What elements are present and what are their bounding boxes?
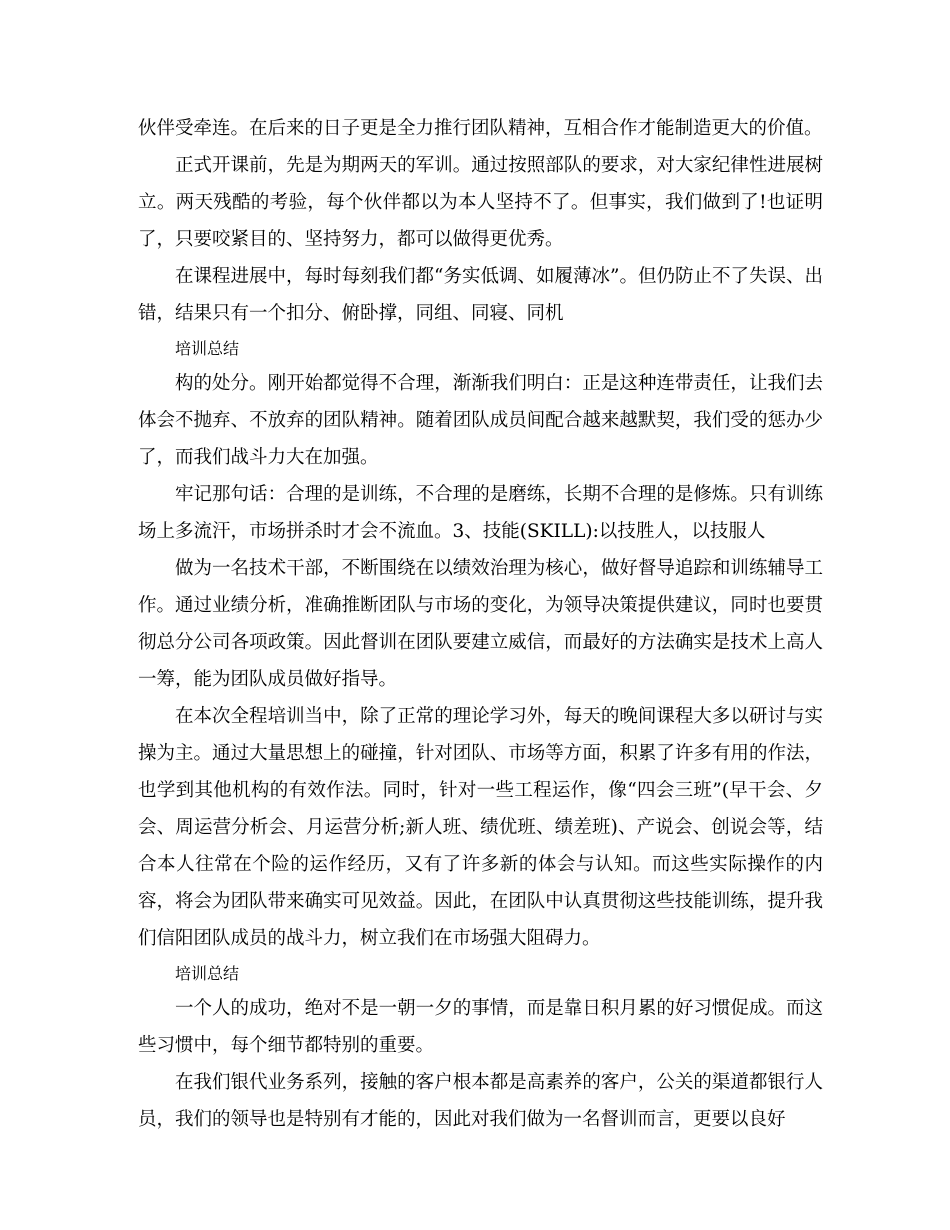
paragraph: 牢记那句话：合理的是训练，不合理的是磨练，长期不合理的是修炼。只有训练场上多流汗，市场拼杀时才会不流血。3、技能(SKILL):以技胜人，以技服人 <box>138 484 823 542</box>
paragraph: 在课程进展中，每时每刻我们都“务实低调、如履薄冰”。但仍防止不了失误、出错，结果只有一个扣分、俯卧撑，同组、同寝、同机 <box>138 266 823 324</box>
paragraph: 在我们银代业务系列，接触的客户根本都是高素养的客户，公关的渠道都银行人员，我们的领导也是特别有才能的，因此对我们做为一名督训而言，更要以良好 <box>138 1072 823 1130</box>
paragraph: 做为一名技术干部，不断围绕在以绩效治理为核心，做好督导追踪和训练辅导工作。通过业绩分析，准确推断团队与市场的变化，为领导决策提供建议，同时也要贯彻总分公司各项政策。因此督训在团队要建立威信，而最好的方法确实是技术上高人一筹，能为团队成员做好指导。 <box>138 558 823 690</box>
paragraph: 在本次全程培训当中，除了正常的理论学习外，每天的晚间课程大多以研讨与实操为主。通过大量思想上的碰撞，针对团队、市场等方面，积累了许多有用的作法，也学到其他机构的有效作法。同时，针对一些工程运作，像“四会三班”(早干会、夕会、周运营分析会、月运营分析;新人班、绩优班、绩差班)、产说会、创说会等，结合本人往常在个险的运作经历，又有了许多新的体会与认知。而这些实际操作的内容，将会为团队带来确实可见效益。因此，在团队中认真贯彻这些技能训练，提升我们信阳团队成员的战斗力，树立我们在市场强大阻碍力。 <box>138 706 823 949</box>
paragraph: 正式开课前，先是为期两天的军训。通过按照部队的要求，对大家纪律性进展树立。两天残酷的考验，每个伙伴都以为本人坚持不了。但事实，我们做到了!也证明了，只要咬紧目的、坚持努力，都可以做得更优秀。 <box>138 155 823 250</box>
paragraph: 构的处分。刚开始都觉得不合理，渐渐我们明白：正是这种连带责任，让我们去体会不抛弃、不放弃的团队精神。随着团队成员间配合越来越默契，我们受的惩办少了，而我们战斗力大在加强。 <box>138 373 823 468</box>
paragraph: 一个人的成功，绝对不是一朝一夕的事情，而是靠日积月累的好习惯促成。而这些习惯中，每个细节都特别的重要。 <box>138 998 823 1056</box>
paragraph: 伙伴受牵连。在后来的日子更是全力推行团队精神，互相合作才能制造更大的价值。 <box>138 118 823 139</box>
section-heading: 培训总结 <box>175 964 240 983</box>
section-heading: 培训总结 <box>175 339 240 358</box>
document-body <box>138 110 823 1138</box>
